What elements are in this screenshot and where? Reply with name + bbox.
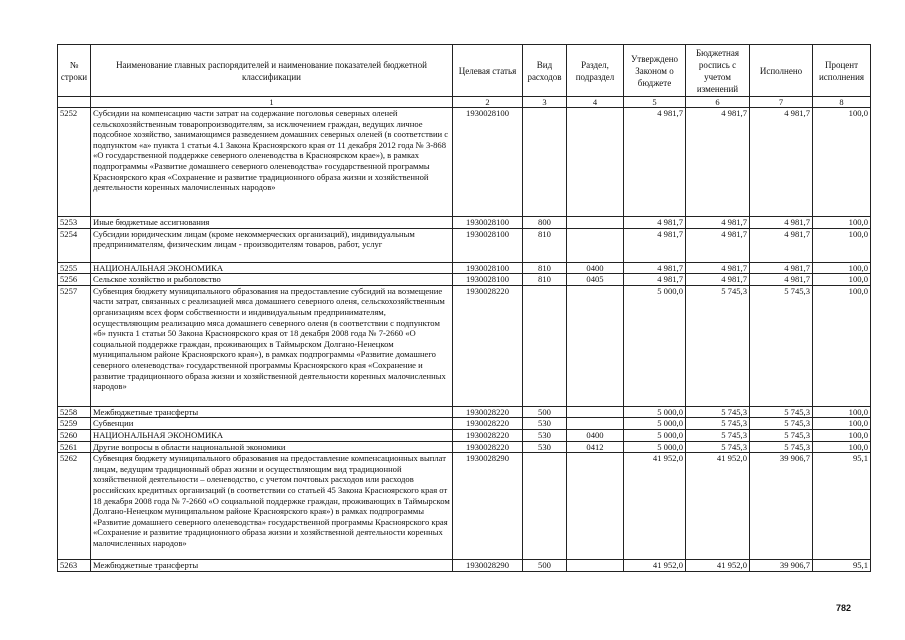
cell-row: 5261	[58, 441, 91, 453]
cell-row: 5258	[58, 406, 91, 418]
cell-percent: 100,0	[813, 285, 871, 406]
cell-budget: 5 745,3	[686, 429, 750, 441]
cell-type: 810	[523, 262, 567, 274]
column-number: 8	[813, 97, 871, 108]
cell-section	[567, 418, 624, 430]
header-budget: Бюджетная роспись с учетом изменений	[686, 45, 750, 97]
cell-section	[567, 406, 624, 418]
cell-approved: 5 000,0	[624, 429, 686, 441]
cell-percent: 100,0	[813, 108, 871, 217]
page-number: 782	[836, 603, 852, 613]
cell-name: Субвенция бюджету муниципального образования на предоставление субсидий на возмещение части затрат, связанных с реализацией мяса домашнего северного оленя, сельскохозяйственным организациям всех форм собственности и индивидуальным предпринимателям, осуществляющим реализацию мяса домашнего северного оленя (в соответствии с подпунктом «б» пункта 1 статьи 50 Закона Красноярского края от 18 декабря 2008 года № 7-2660 «О социальной поддержке граждан, проживающих в Таймырском Долгано-Ненецком муниципальном районе Красноярского края»), в рамках подпрограммы «Развитие домашнего северного оленеводства» государственной программы Красноярского края «Сохранение и развитие традиционного образа жизни и хозяйственной деятельности коренных малочисленных народов»	[91, 285, 453, 406]
cell-name: Межбюджетные трансферты	[91, 406, 453, 418]
cell-percent: 100,0	[813, 217, 871, 229]
cell-type: 810	[523, 274, 567, 286]
table-row	[58, 429, 871, 441]
table-row	[58, 274, 871, 286]
cell-target: 1930028220	[453, 418, 523, 430]
cell-row: 5259	[58, 418, 91, 430]
column-number-row	[58, 97, 871, 108]
cell-section	[567, 285, 624, 406]
cell-budget: 4 981,7	[686, 274, 750, 286]
cell-executed: 39 906,7	[750, 453, 813, 560]
cell-budget: 41 952,0	[686, 560, 750, 572]
cell-name: Субсидии юридическим лицам (кроме некоммерческих организаций), индивидуальным предпринимателям, физическим лицам - производителям товаров, работ, услуг	[91, 228, 453, 262]
cell-type: 530	[523, 418, 567, 430]
table-row	[58, 560, 871, 572]
table-row	[58, 262, 871, 274]
header-percent: Процент исполнения	[813, 45, 871, 97]
cell-executed: 5 745,3	[750, 285, 813, 406]
cell-type: 800	[523, 217, 567, 229]
cell-row: 5262	[58, 453, 91, 560]
cell-approved: 4 981,7	[624, 228, 686, 262]
cell-percent: 100,0	[813, 262, 871, 274]
cell-row: 5263	[58, 560, 91, 572]
cell-executed: 4 981,7	[750, 108, 813, 217]
cell-target: 1930028100	[453, 108, 523, 217]
cell-name: НАЦИОНАЛЬНАЯ ЭКОНОМИКА	[91, 262, 453, 274]
table-row	[58, 285, 871, 406]
cell-section	[567, 217, 624, 229]
cell-section: 0400	[567, 262, 624, 274]
cell-target: 1930028100	[453, 228, 523, 262]
cell-section	[567, 453, 624, 560]
header-name: Наименование главных распорядителей и наименование показателей бюджетной классификации	[91, 45, 453, 97]
cell-section: 0405	[567, 274, 624, 286]
cell-type	[523, 285, 567, 406]
cell-name: Иные бюджетные ассигнования	[91, 217, 453, 229]
cell-name: НАЦИОНАЛЬНАЯ ЭКОНОМИКА	[91, 429, 453, 441]
cell-target: 1930028100	[453, 274, 523, 286]
table-row	[58, 453, 871, 560]
table-row	[58, 228, 871, 262]
table-body	[58, 108, 871, 572]
table-row	[58, 418, 871, 430]
cell-approved: 4 981,7	[624, 217, 686, 229]
table-row	[58, 441, 871, 453]
cell-approved: 5 000,0	[624, 285, 686, 406]
cell-section	[567, 108, 624, 217]
table-row	[58, 406, 871, 418]
header-row	[58, 45, 871, 97]
cell-executed: 5 745,3	[750, 406, 813, 418]
cell-name: Субвенции	[91, 418, 453, 430]
cell-name: Субвенция бюджету муниципального образования на предоставление компенсационных выплат лицам, ведущим традиционный образ жизни и осуществляющим вид традиционной хозяйственной деятельности – оленеводство, с учетом почтовых расходов или расходов российских кредитных организаций (в соответствии со статьей 45 Закона Красноярского края от 18 декабря 2008 года № 7-2660 «О социальной поддержке граждан, проживающих в Таймырском Долгано-Ненецком муниципальном районе Красноярского края») в рамках подпрограммы «Развитие домашнего северного оленеводства» государственной программы Красноярского края «Сохранение и развитие традиционного образа жизни и хозяйственной деятельности коренных малочисленных народов»	[91, 453, 453, 560]
cell-type: 500	[523, 406, 567, 418]
header-approved: Утверждено Законом о бюджете	[624, 45, 686, 97]
budget-table	[57, 44, 871, 572]
cell-type: 530	[523, 429, 567, 441]
cell-approved: 5 000,0	[624, 418, 686, 430]
cell-approved: 5 000,0	[624, 406, 686, 418]
cell-executed: 5 745,3	[750, 429, 813, 441]
header-type: Вид расходов	[523, 45, 567, 97]
cell-row: 5254	[58, 228, 91, 262]
cell-target: 1930028220	[453, 441, 523, 453]
cell-row: 5257	[58, 285, 91, 406]
cell-budget: 4 981,7	[686, 108, 750, 217]
column-number: 3	[523, 97, 567, 108]
cell-approved: 5 000,0	[624, 441, 686, 453]
cell-budget: 4 981,7	[686, 217, 750, 229]
cell-row: 5252	[58, 108, 91, 217]
cell-executed: 5 745,3	[750, 418, 813, 430]
cell-budget: 5 745,3	[686, 406, 750, 418]
column-number: 5	[624, 97, 686, 108]
cell-executed: 5 745,3	[750, 441, 813, 453]
cell-section	[567, 228, 624, 262]
cell-target: 1930028290	[453, 453, 523, 560]
table-row	[58, 217, 871, 229]
header-executed: Исполнено	[750, 45, 813, 97]
cell-executed: 4 981,7	[750, 217, 813, 229]
cell-name: Сельское хозяйство и рыболовство	[91, 274, 453, 286]
cell-executed: 4 981,7	[750, 228, 813, 262]
cell-target: 1930028220	[453, 285, 523, 406]
header-target: Целевая статья	[453, 45, 523, 97]
cell-budget: 5 745,3	[686, 285, 750, 406]
cell-percent: 95,1	[813, 453, 871, 560]
cell-target: 1930028100	[453, 262, 523, 274]
header-section: Раздел, подраздел	[567, 45, 624, 97]
cell-target: 1930028290	[453, 560, 523, 572]
cell-percent: 100,0	[813, 274, 871, 286]
cell-budget: 4 981,7	[686, 228, 750, 262]
cell-type: 530	[523, 441, 567, 453]
cell-approved: 4 981,7	[624, 274, 686, 286]
cell-percent: 100,0	[813, 418, 871, 430]
cell-target: 1930028220	[453, 429, 523, 441]
cell-budget: 5 745,3	[686, 441, 750, 453]
column-number: 6	[686, 97, 750, 108]
cell-percent: 100,0	[813, 228, 871, 262]
cell-budget: 41 952,0	[686, 453, 750, 560]
cell-type: 810	[523, 228, 567, 262]
cell-approved: 41 952,0	[624, 560, 686, 572]
cell-row: 5256	[58, 274, 91, 286]
cell-row: 5260	[58, 429, 91, 441]
cell-section: 0412	[567, 441, 624, 453]
cell-percent: 100,0	[813, 441, 871, 453]
cell-executed: 4 981,7	[750, 274, 813, 286]
column-number: 1	[91, 97, 453, 108]
column-number: 4	[567, 97, 624, 108]
cell-percent: 100,0	[813, 429, 871, 441]
cell-type: 500	[523, 560, 567, 572]
table-row	[58, 108, 871, 217]
header-row-no: № строки	[58, 45, 91, 97]
cell-budget: 4 981,7	[686, 262, 750, 274]
cell-budget: 5 745,3	[686, 418, 750, 430]
cell-row: 5253	[58, 217, 91, 229]
cell-executed: 39 906,7	[750, 560, 813, 572]
cell-approved: 4 981,7	[624, 262, 686, 274]
cell-section	[567, 560, 624, 572]
budget-report-page	[57, 44, 871, 572]
cell-approved: 4 981,7	[624, 108, 686, 217]
column-number: 7	[750, 97, 813, 108]
cell-target: 1930028220	[453, 406, 523, 418]
cell-percent: 100,0	[813, 406, 871, 418]
cell-section: 0400	[567, 429, 624, 441]
cell-type	[523, 453, 567, 560]
cell-type	[523, 108, 567, 217]
column-number: 2	[453, 97, 523, 108]
cell-percent: 95,1	[813, 560, 871, 572]
cell-name: Субсидии на компенсацию части затрат на содержание поголовья северных оленей сельскохозяйственным товаропроизводителям, за исключением граждан, ведущих личное подсобное хозяйство, занимающимся разведением домашних северных оленей (в соответствии с подпунктом «а» пункта 1 статьи 4.1 Закона Красноярского края от 11 декабря 2012 года № 3-868 «О государственной поддержке северного оленеводства в Красноярском крае»), в рамках подпрограммы «Развитие домашнего северного оленеводства» государственной программы Красноярского края «Сохранение и развитие традиционного образа жизни и хозяйственной деятельности коренных малочисленных народов»	[91, 108, 453, 217]
cell-approved: 41 952,0	[624, 453, 686, 560]
cell-target: 1930028100	[453, 217, 523, 229]
cell-name: Другие вопросы в области национальной экономики	[91, 441, 453, 453]
cell-executed: 4 981,7	[750, 262, 813, 274]
cell-row: 5255	[58, 262, 91, 274]
cell-name: Межбюджетные трансферты	[91, 560, 453, 572]
